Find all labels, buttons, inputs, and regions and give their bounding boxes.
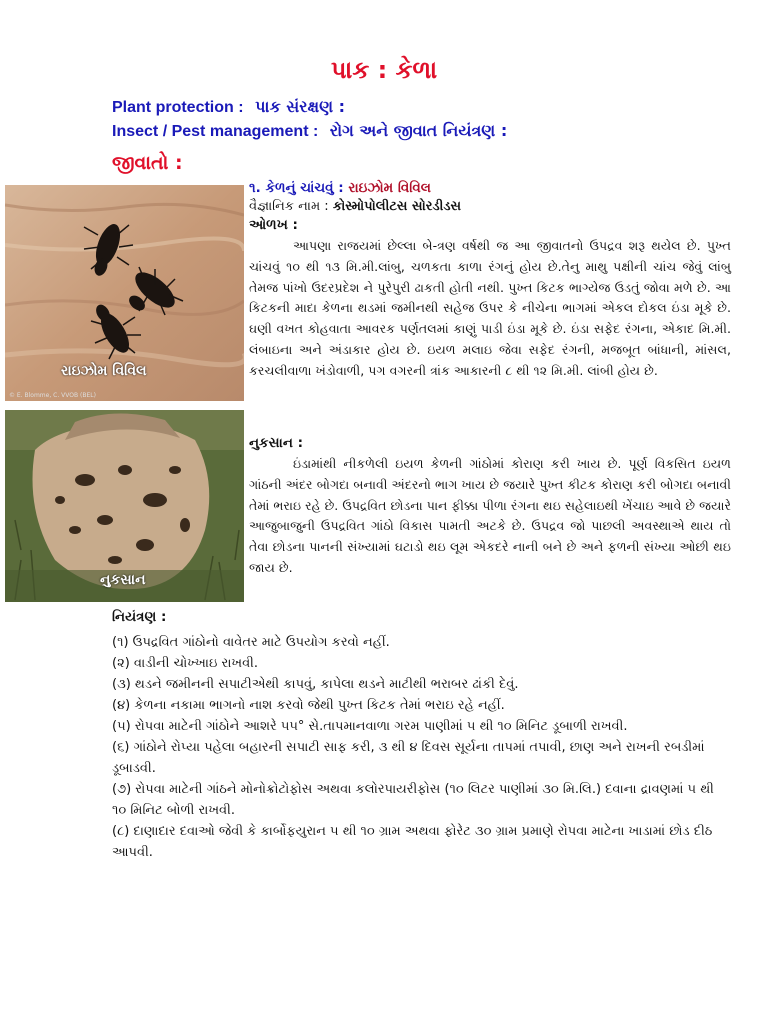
section-heading: જીવાતો : (112, 152, 183, 174)
plant-protection-line (112, 97, 345, 117)
control-item: (૩) થડને જમીનની સપાટીએથી કાપવું, કાપેલા થડને માટીથી ભરાબર ઢાંકી દેવું. (112, 677, 519, 692)
control-item: (૨) વાડીની ચોખ્ખાઇ રાખવી. (112, 656, 259, 671)
scientific-name-line (249, 199, 461, 214)
scientific-name-label: વૈજ્ઞાનિક નામ : (249, 199, 329, 214)
control-item: (૪) કેળના નકામા ભાગનો નાશ કરવો જેથી પુખ્ત કિટક તેમાં ભરાઇ રહે નહીં. (112, 698, 505, 713)
control-item: (૧) ઉપદ્રવિત ગાંઠોનો વાવેતર માટે ઉપયોગ કરવો નહીં. (112, 635, 390, 650)
pest-management-value: રોગ અને જીવાત નિયંત્રણ : (329, 121, 508, 140)
weevil-photo (5, 185, 244, 401)
scientific-name: કોસ્મોપોલીટસ સોરડીડસ (332, 199, 461, 214)
control-heading: નિયંત્રણ : (112, 609, 167, 625)
control-list (112, 632, 732, 863)
damage-text: ઇંડામાંથી નીકળેલી ઇયળ કેળની ગાંઠોમાં કોરાણ કરી ખાય છે. પૂર્ણ વિકસિત ઇયળ ગાંઠની અંદર બોગદા બનાવી અંદરનો ભાગ ખાય છે જયારે પુખ્ત કીટક કોરાણ કરી બોગદા બનાવી તેમાં ભરાઇ રહે છે. ઉપદ્રવિત છોડના પાન ફીક્કા પીળા રંગના થઇ સહેલાઇથી ખેંચાઇ આવે છે જયારે આજુબાજુની ઉપદ્રવિત ગાંઠો વિકાસ પામતી અટકે છે. ઉપદ્રવ જો પાછલી અવસ્થાએ થાય તો તેવા છોડના પાનની સંખ્યામાં ઘટાડો થઇ લૂમ એકદરે નાની બને છે અને ફળની સંખ્યા ઓછી થઇ જાય છે. (249, 456, 731, 575)
photo-credit: © E. Blomme, C. VVOB (BEL) (9, 392, 96, 399)
identification-text: આપણા રાજયમાં છેલ્લા બે-ત્રણ વર્ષથી જ આ જીવાતનો ઉપદ્રવ શરૂ થયેલ છે. પુખ્ત ચાંચવું ૧૦ થી ૧૩ મિ.મી.લાંબુ, ચળકતા કાળા રંગનું હોય છે.તેનુ માથુ પક્ષીની ચાંચ જેવું લાંબુ તેમજ પાંખો ઉદરપ્રદેશ ને પુરેપુરી ઢાકતી હોતી નથી. પુખ્ત કિટક ભાગ્યેજ ઉડતું જોવા મળે છે. આ કિટકની માદા કેળના થડમાં જમીનથી સહેજ ઉપર કે નીચેના ભાગમાં એકલ દોકલ ઇંડા મૂકે છે. ઘણી વખત કોહવાતા આવરક પર્ણતલમાં કાણું પાડી ઇંડા મૂકે છે. ઇંડા સફેદ રંગના, એકાદ મિ.મી. લંબાઇના અને અંડાકાર હોય છે. ઇયળ મલાઇ જેવા સફેદ રંગની, મજબૂત બાંધાની, માંસલ, કરચલીવાળા ખંડોવાળી, પગ વગરની ત્રાંક આકારની ૮ થી ૧૨ મિ.મી. લાંબી હોય છે. (249, 238, 731, 378)
weevil-caption: રાઇઝોમ વિવિલ (61, 363, 147, 379)
damage-caption: નુકસાન (100, 572, 146, 588)
pest-management-line (112, 121, 507, 141)
identification-heading: ઓળખ : (249, 217, 298, 233)
plant-protection-value: પાક સંરક્ષણ : (255, 97, 346, 116)
control-item: (૫) રોપવા માટેની ગાંઠોને આશરે ૫૫° સે.તાપમાનવાળા ગરમ પાણીમાં ૫ થી ૧૦ મિનિટ ડૂબાળી રાખવી. (112, 719, 628, 734)
pest-management-label: Insect / Pest management : (112, 123, 319, 140)
damage-photo (5, 410, 244, 602)
damage-heading: નુકસાન : (249, 435, 303, 451)
control-item: (૬) ગાંઠોને રોપ્યા પહેલા બહારની સપાટી સાફ કરી, ૩ થી ૪ દિવસ સૂર્યના તાપમાં તપાવી, છાણ અને રાખની રબડીમાં ડૂબાડવી. (112, 740, 705, 776)
pest-title (249, 180, 431, 196)
control-item: (૭) રોપવા માટેની ગાંઠને મોનોક્રોટોફોસ અથવા કલોરપાયરીફોસ (૧૦ લિટર પાણીમાં ૩૦ મિ.લિ.) દવાના દ્રાવણમાં ૫ થી ૧૦ મિનિટ બોળી રાખવી. (112, 782, 714, 818)
pest-common-name: રાઇઝોમ વિવિલ (348, 180, 431, 196)
pest-number-label: ૧. કેળનું ચાંચવું : (249, 180, 344, 196)
plant-protection-label: Plant protection : (112, 99, 244, 116)
page-title: પાક : કેળા (330, 56, 438, 84)
control-item: (૮) દાણાદાર દવાઓ જેવી કે કાર્બોફયુરાન ૫ થી ૧૦ ગ્રામ અથવા ફોરેટ ૩૦ ગ્રામ પ્રમાણે રોપવા માટેના ખાડામાં છોડ દીઠ આપવી. (112, 824, 713, 860)
